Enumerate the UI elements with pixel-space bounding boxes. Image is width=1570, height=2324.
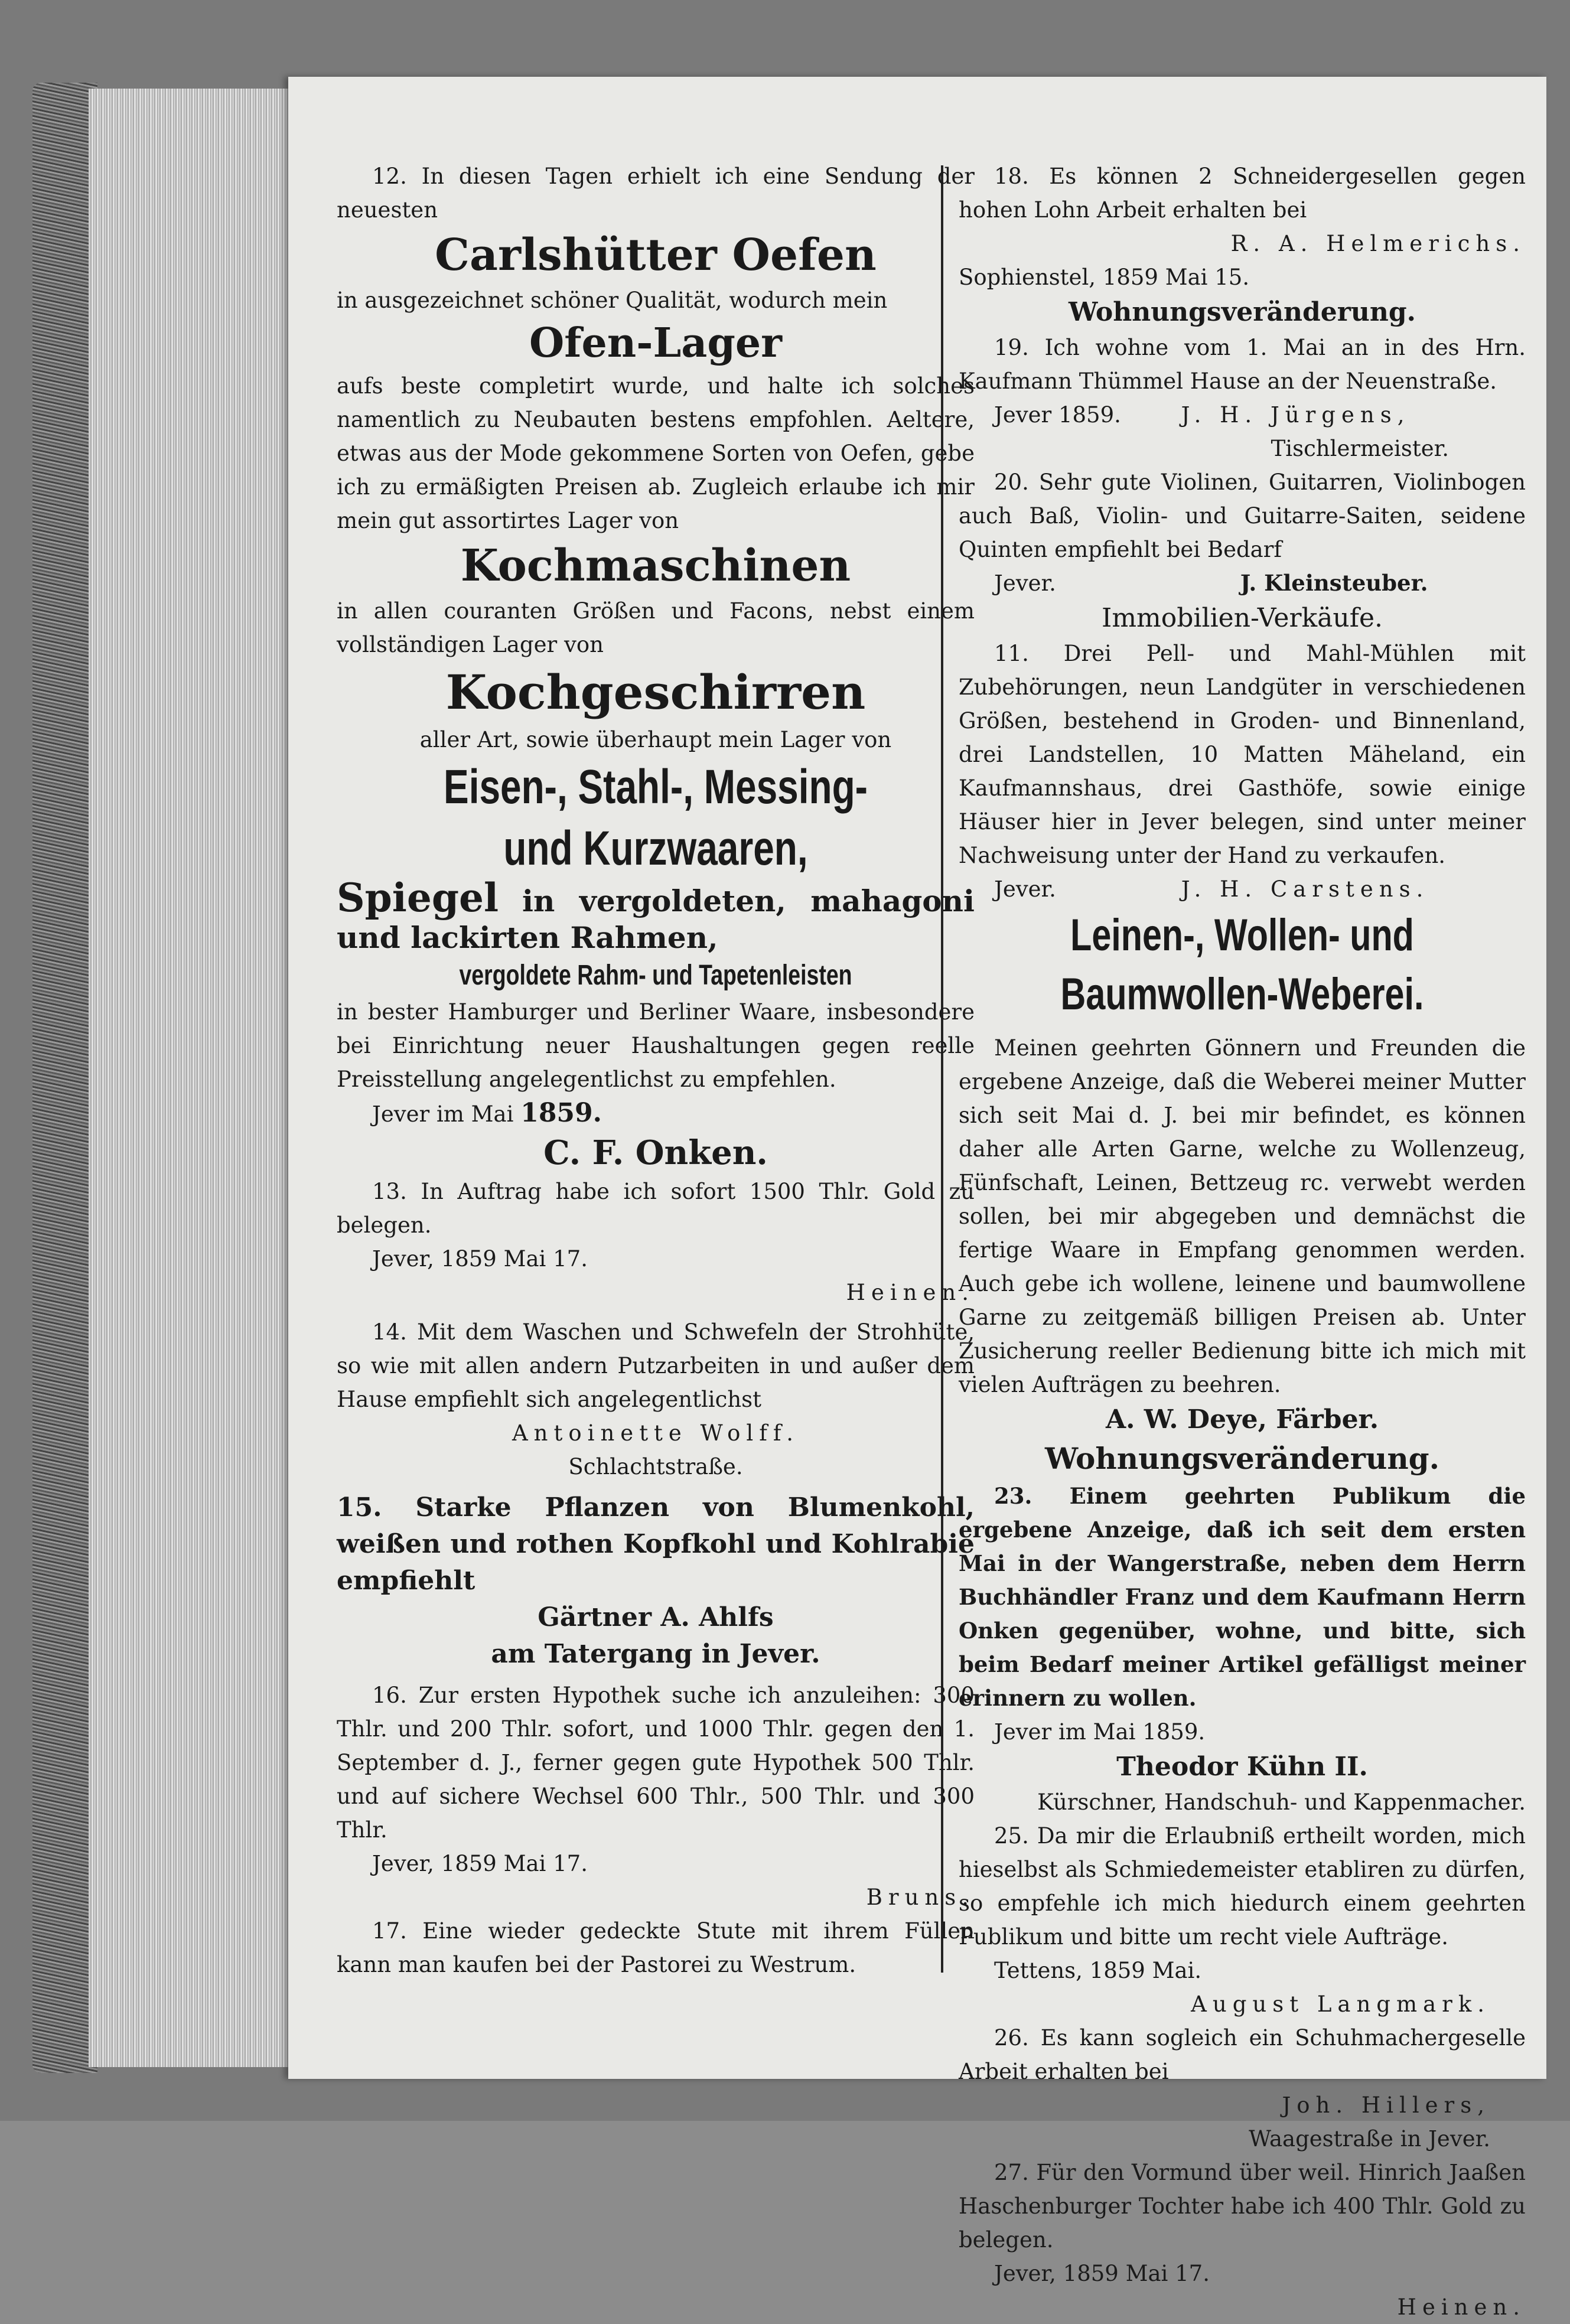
ad-11 (959, 637, 1526, 906)
ad-15-place: am Tatergang in Jever. (491, 1639, 820, 1669)
ad-14-street: Schlachtstraße. (568, 1454, 743, 1479)
newspaper-page (288, 77, 1546, 2320)
ad-12-heading-eisen: Eisen-, Stahl-, Messing- und Kurzwaaren, (444, 760, 868, 875)
ad-12-heading-carlshuetter: Carlshütter Oefen (435, 230, 877, 281)
ad-18 (959, 159, 1526, 294)
ad-25-date: Tettens, 1859 Mai. (994, 1958, 1202, 1983)
heading-leinen-weberei: Leinen-, Wollen- und Baumwollen-Weberei. (1060, 910, 1424, 1019)
ad-12-heading-rahm: vergoldete Rahm- und Tapetenleisten (459, 960, 852, 991)
ad-27-name: Heinen. (1397, 2294, 1526, 2320)
ad-23-name: Theodor Kühn II. (1116, 1752, 1368, 1782)
ad-25-name: August Langmark. (1191, 1991, 1490, 2017)
ad-12-spiegel-rest: in vergoldeten, mahagoni und lackirten Rahmen, (337, 884, 975, 955)
ad-27-date: Jever, 1859 Mai 17. (994, 2261, 1210, 2286)
ad-13-text: 13. In Auftrag habe ich sofort 1500 Thlr. Gold zu belegen. (337, 1179, 975, 1238)
ad-16-date: Jever, 1859 Mai 17. (372, 1851, 588, 1876)
ad-15 (337, 1489, 975, 1673)
ad-19-signature-line (959, 398, 1526, 432)
ad-12-body: aufs beste completirt wurde, und halte ich solches namentlich zu Neubauten bestens empfohlen. Aeltere, etwas aus der Mode gekommene Sorten von Oefen, gebe ich zu ermäßigten Preisen ab. Zugleich erlaube ich mir mein gut assortirtes Lager von (337, 373, 975, 533)
ad-12-place: Jever im Mai (372, 1101, 514, 1127)
ad-23 (959, 1479, 1526, 1819)
ad-20-text: 20. Sehr gute Violinen, Guitarren, Violinbogen auch Baß, Violin- und Guitarre-Saiten, seidene Quinten empfiehlt bei Bedarf (959, 470, 1526, 562)
ad-25 (959, 1819, 1526, 2021)
ad-12 (337, 159, 975, 1175)
heading-wohnungsveraenderung-1: Wohnungsveränderung. (1069, 297, 1416, 327)
ad-13-name: Heinen. (846, 1280, 975, 1305)
ad-11-place: Jever. (994, 876, 1056, 902)
ad-25-text: 25. Da mir die Erlaubniß ertheilt worden, mich hieselbst als Schmiedemeister etabliren zu dürfen, so empfehle ich mich hiedurch einem geehrten Publikum und bitte um recht viele Aufträge. (959, 1823, 1526, 1950)
ad-15-text: 15. Starke Pflanzen von Blumenkohl, weißen und rothen Kopfkohl und Kohlrabie empfiehlt (337, 1492, 975, 1596)
ad-14 (337, 1315, 975, 1484)
ad-weberei-name: A. W. Deye, Färber. (1105, 1404, 1379, 1435)
ad-14-name: Antoinette Wolff. (512, 1420, 800, 1446)
ad-12-heading-kochgeschirren: Kochgeschirren (445, 664, 866, 720)
ad-11-signature-line (959, 872, 1526, 906)
ad-weberei-text: Meinen geehrten Gönnern und Freunden die ergebene Anzeige, daß die Weberei meiner Mutter sich seit Mai d. J. bei mir befindet, es können daher alle Arten Garne, welche zu Wollenzeug, Fünfschaft, Leinen, Bettzeug rc. verwebt werden sollen, bei mir abgegeben und demnächst die fertige Waare in Empfang genommen werden. Auch gebe ich wollene, leinene und baumwollene Garne zu zeitgemäß billigen Preisen ab. Unter Zusicherung reeller Bedienung bitte ich mich mit vielen Aufträgen zu beehren. (959, 1035, 1526, 1397)
ad-20-name: J. Kleinsteuber. (1240, 570, 1428, 596)
ad-18-name: R. A. Helmerichs. (1230, 231, 1526, 256)
ad-18-date: Sophienstel, 1859 Mai 15. (959, 265, 1250, 290)
ad-23-text: 23. Einem geehrten Publikum die ergebene Anzeige, daß ich seit dem ersten Mai in der Wangerstraße, neben dem Herrn Buchhändler Franz und dem Kaufmann Herrn Onken gegenüber, wohne, und bitte, sich beim Bedarf meiner Artikel gefälligst meiner erinnern zu wollen. (959, 1483, 1526, 1711)
ad-13 (337, 1175, 975, 1309)
ad-20-place: Jever. (994, 571, 1056, 596)
ad-19-text: 19. Ich wohne vom 1. Mai an in des Hrn. Kaufmann Thümmel Hause an der Neuenstraße. (959, 335, 1526, 394)
ad-19-title: Tischlermeister. (1271, 436, 1449, 461)
ad-23-title: Kürschner, Handschuh- und Kappenmacher. (1037, 1790, 1526, 1815)
ad-17-text: 17. Eine wieder gedeckte Stute mit ihrem Füllen kann man kaufen bei der Pastorei zu Westrum. (337, 1918, 975, 1977)
ad-16 (337, 1678, 975, 1914)
ad-15-name: Gärtner A. Ahlfs (538, 1602, 774, 1632)
left-column (337, 159, 975, 1981)
heading-wohnungsveraenderung-2: Wohnungsveränderung. (1044, 1441, 1440, 1476)
ad-20 (959, 465, 1526, 600)
ad-12-line3: in allen couranten Größen und Facons, nebst einem vollständigen Lager von (337, 598, 975, 657)
ad-12-line2: in ausgezeichnet schöner Qualität, wodurch mein (337, 288, 888, 313)
ad-12-year: 1859. (520, 1098, 602, 1128)
ad-16-name: Bruns. (866, 1885, 975, 1910)
ad-27 (959, 2156, 1526, 2324)
ad-19-name: J. H. Jürgens, (1181, 402, 1411, 428)
book-cover (32, 83, 97, 2073)
heading-immobilien: Immobilien-Verkäufe. (1101, 603, 1383, 633)
ad-19-date: Jever 1859. (994, 402, 1121, 428)
ad-17 (337, 1914, 975, 1981)
ad-26-street: Waagestraße in Jever. (1249, 2126, 1490, 2152)
ad-12-body2: in bester Hamburger und Berliner Waare, insbesondere bei Einrichtung neuer Haushaltungen gegen reelle Preisstellung angelegentlichst zu empfehlen. (337, 999, 975, 1092)
ad-20-signature-line (959, 566, 1526, 600)
ad-12-heading-kochmaschinen: Kochmaschinen (460, 540, 851, 591)
right-column (959, 159, 1526, 2324)
ad-12-line4: aller Art, sowie überhaupt mein Lager von (419, 727, 892, 752)
ad-26 (959, 2021, 1526, 2156)
ad-12-spiegel-word: Spiegel (337, 875, 499, 921)
ad-12-intro: 12. In diesen Tagen erhielt ich eine Sendung der neuesten (337, 164, 975, 223)
ad-11-name: J. H. Carstens. (1181, 876, 1429, 902)
page-edges (89, 89, 289, 2067)
ad-26-text: 26. Es kann sogleich ein Schuhmachergeselle Arbeit erhalten bei (959, 2025, 1526, 2084)
ad-12-signature: C. F. Onken. (543, 1133, 768, 1172)
ad-18-text: 18. Es können 2 Schneidergesellen gegen hohen Lohn Arbeit erhalten bei (959, 164, 1526, 223)
ad-23-date: Jever im Mai 1859. (994, 1719, 1206, 1745)
ad-19 (959, 331, 1526, 465)
ad-weberei (959, 1031, 1526, 1438)
ad-27-text: 27. Für den Vormund über weil. Hinrich Jaaßen Haschenburger Tochter habe ich 400 Thlr. Gold zu belegen. (959, 2160, 1526, 2253)
ad-13-date: Jever, 1859 Mai 17. (372, 1246, 588, 1272)
ad-26-name: Joh. Hillers, (1282, 2092, 1490, 2118)
ad-12-place-line (337, 1096, 975, 1131)
ad-16-text: 16. Zur ersten Hypothek suche ich anzuleihen: 300 Thlr. und 200 Thlr. sofort, und 1000 Thlr. gegen den 1. September d. J., ferner gegen gute Hypothek 500 Thlr. und auf sichere Wechsel 600 Thlr., 500 Thlr. und 300 Thlr. (337, 1683, 975, 1843)
ad-12-spiegel-line (337, 875, 975, 956)
ad-11-text: 11. Drei Pell- und Mahl-Mühlen mit Zubehörungen, neun Landgüter in verschiedenen Größen, bestehend in Groden- und Binnenland, drei Landstellen, 10 Matten Mäheland, ein Kaufmannshaus, drei Gasthöfe, sowie einige Häuser hier in Jever belegen, sind unter meiner Nachweisung unter der Hand zu verkaufen. (959, 641, 1526, 868)
ad-14-text: 14. Mit dem Waschen und Schwefeln der Strohhüte, so wie mit allen andern Putzarbeiten in und außer dem Hause empfiehlt sich angelegentlichst (337, 1319, 975, 1412)
ad-12-heading-ofenlager: Ofen-Lager (529, 320, 782, 367)
